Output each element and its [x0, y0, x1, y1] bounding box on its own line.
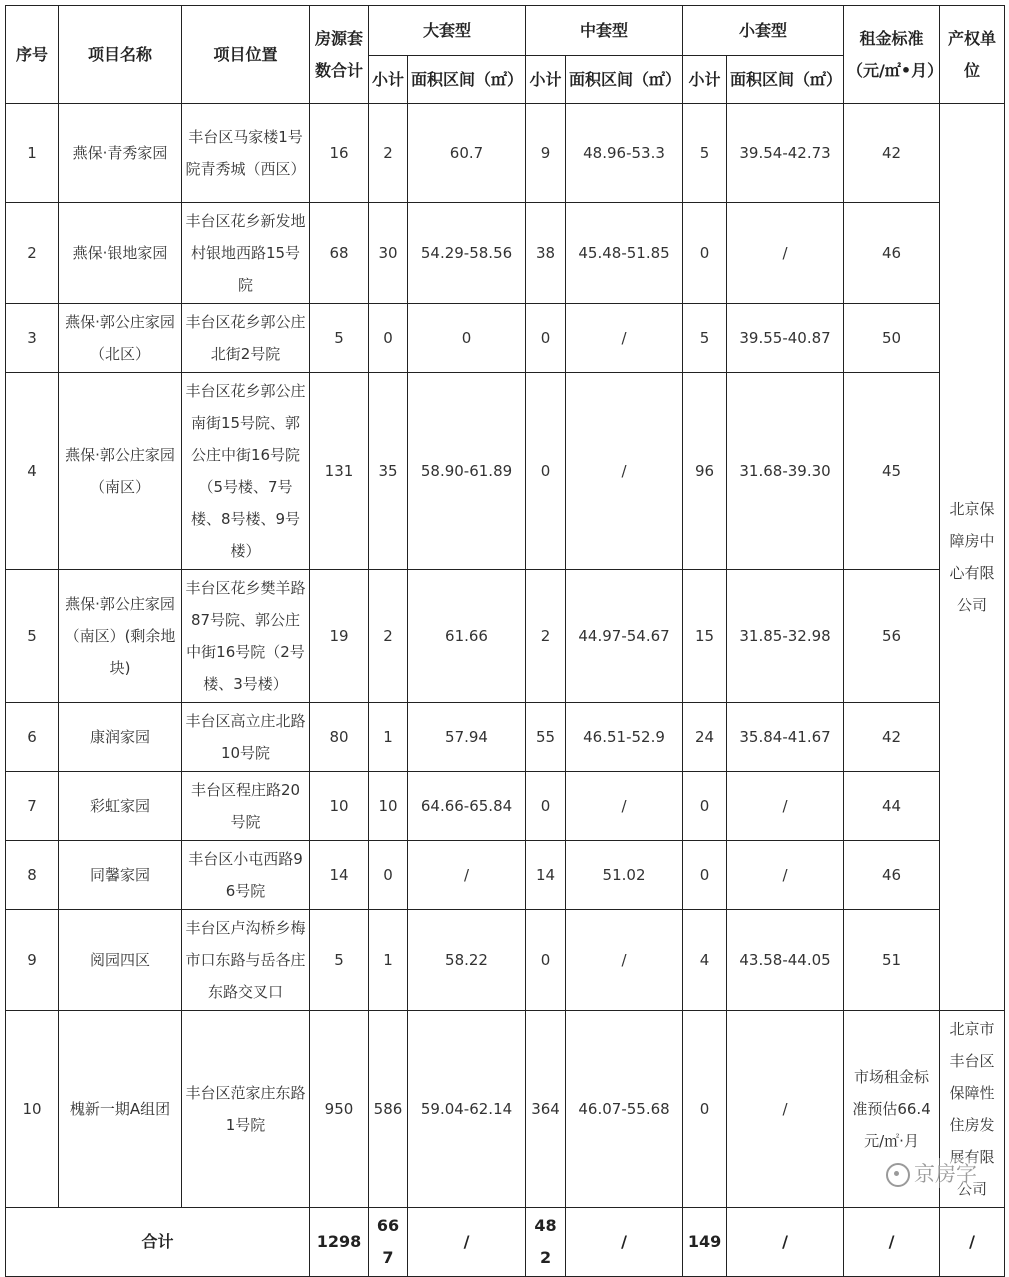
cell-large-count: 2 [369, 104, 408, 203]
cell-medium-area: / [566, 373, 683, 570]
cell-medium-count: 0 [526, 304, 566, 373]
cell-large-count: 0 [369, 304, 408, 373]
header-subtotal-small: 小计 [683, 56, 727, 104]
cell-total: 5 [310, 910, 369, 1011]
header-medium: 中套型 [526, 6, 683, 56]
table-row [6, 104, 1005, 203]
cell-index: 1 [6, 104, 59, 203]
cell-medium-area: / [566, 772, 683, 841]
header-subtotal-medium: 小计 [526, 56, 566, 104]
cell-small-count: 5 [683, 104, 727, 203]
cell-rent: 56 [844, 570, 940, 703]
cell-location: 丰台区花乡郭公庄北街2号院 [182, 304, 310, 373]
cell-small-area: / [727, 841, 844, 910]
cell-large-count: 1 [369, 910, 408, 1011]
cell-medium-area: 46.51-52.9 [566, 703, 683, 772]
cell-large-count: 30 [369, 203, 408, 304]
cell-name: 康润家园 [59, 703, 182, 772]
table-row [6, 1011, 1005, 1208]
header-rent: 租金标准（元/㎡•月） [844, 6, 940, 104]
cell-small-area: 39.55-40.87 [727, 304, 844, 373]
totals-rent: / [844, 1208, 940, 1277]
cell-small-count: 0 [683, 772, 727, 841]
cell-total: 10 [310, 772, 369, 841]
cell-name: 燕保·银地家园 [59, 203, 182, 304]
totals-large-count: 667 [369, 1208, 408, 1277]
cell-large-area: 54.29-58.56 [408, 203, 526, 304]
header-location: 项目位置 [182, 6, 310, 104]
table-row [6, 772, 1005, 841]
cell-total: 14 [310, 841, 369, 910]
cell-small-area: 39.54-42.73 [727, 104, 844, 203]
cell-large-area: / [408, 841, 526, 910]
cell-small-area: / [727, 203, 844, 304]
cell-large-area: 58.22 [408, 910, 526, 1011]
totals-medium-count: 482 [526, 1208, 566, 1277]
cell-index: 3 [6, 304, 59, 373]
cell-owner-a: 北京保障房中心有限公司 [940, 104, 1005, 1011]
cell-location: 丰台区高立庄北路10号院 [182, 703, 310, 772]
cell-name: 燕保·青秀家园 [59, 104, 182, 203]
cell-small-area: 43.58-44.05 [727, 910, 844, 1011]
cell-index: 6 [6, 703, 59, 772]
cell-medium-count: 55 [526, 703, 566, 772]
cell-rent: 42 [844, 104, 940, 203]
cell-location: 丰台区卢沟桥乡梅市口东路与岳各庄东路交叉口 [182, 910, 310, 1011]
totals-small-count: 149 [683, 1208, 727, 1277]
header-area-large: 面积区间（㎡） [408, 56, 526, 104]
cell-index: 7 [6, 772, 59, 841]
cell-small-area: 31.68-39.30 [727, 373, 844, 570]
totals-medium-area: / [566, 1208, 683, 1277]
cell-location: 丰台区花乡新发地村银地西路15号院 [182, 203, 310, 304]
cell-location: 丰台区程庄路20号院 [182, 772, 310, 841]
cell-name: 阅园四区 [59, 910, 182, 1011]
cell-medium-count: 2 [526, 570, 566, 703]
cell-medium-count: 9 [526, 104, 566, 203]
cell-large-count: 35 [369, 373, 408, 570]
header-area-medium: 面积区间（㎡） [566, 56, 683, 104]
cell-rent: 46 [844, 841, 940, 910]
cell-small-count: 15 [683, 570, 727, 703]
cell-total: 80 [310, 703, 369, 772]
cell-index: 9 [6, 910, 59, 1011]
cell-small-count: 0 [683, 1011, 727, 1208]
totals-label: 合计 [6, 1208, 310, 1277]
cell-small-count: 5 [683, 304, 727, 373]
cell-name: 燕保·郭公庄家园（南区） [59, 373, 182, 570]
cell-large-area: 60.7 [408, 104, 526, 203]
header-area-small: 面积区间（㎡） [727, 56, 844, 104]
cell-name: 彩虹家园 [59, 772, 182, 841]
cell-medium-count: 0 [526, 772, 566, 841]
housing-table [5, 5, 1005, 1277]
cell-rent: 51 [844, 910, 940, 1011]
cell-rent: 50 [844, 304, 940, 373]
header-owner: 产权单位 [940, 6, 1005, 104]
totals-large-area: / [408, 1208, 526, 1277]
table-row [6, 703, 1005, 772]
totals-owner: / [940, 1208, 1005, 1277]
cell-small-area: / [727, 772, 844, 841]
cell-medium-area: 51.02 [566, 841, 683, 910]
cell-medium-area: 45.48-51.85 [566, 203, 683, 304]
cell-location: 丰台区马家楼1号院青秀城（西区） [182, 104, 310, 203]
cell-rent: 44 [844, 772, 940, 841]
cell-index: 10 [6, 1011, 59, 1208]
cell-medium-area: 44.97-54.67 [566, 570, 683, 703]
cell-name: 燕保·郭公庄家园（北区） [59, 304, 182, 373]
cell-medium-count: 0 [526, 373, 566, 570]
cell-small-count: 96 [683, 373, 727, 570]
cell-large-count: 1 [369, 703, 408, 772]
header-name: 项目名称 [59, 6, 182, 104]
cell-index: 8 [6, 841, 59, 910]
cell-large-area: 61.66 [408, 570, 526, 703]
header-small: 小套型 [683, 6, 844, 56]
cell-rent: 46 [844, 203, 940, 304]
table-row [6, 203, 1005, 304]
table-row [6, 304, 1005, 373]
totals-small-area: / [727, 1208, 844, 1277]
header-total-units: 房源套数合计 [310, 6, 369, 104]
cell-small-area: 31.85-32.98 [727, 570, 844, 703]
cell-large-count: 2 [369, 570, 408, 703]
cell-rent: 45 [844, 373, 940, 570]
cell-medium-area: / [566, 910, 683, 1011]
cell-name: 槐新一期A组团 [59, 1011, 182, 1208]
cell-rent: 42 [844, 703, 940, 772]
cell-large-count: 10 [369, 772, 408, 841]
cell-location: 丰台区花乡郭公庄南街15号院、郭公庄中街16号院（5号楼、7号楼、8号楼、9号楼） [182, 373, 310, 570]
cell-medium-area: 46.07-55.68 [566, 1011, 683, 1208]
header-subtotal-large: 小计 [369, 56, 408, 104]
cell-large-area: 59.04-62.14 [408, 1011, 526, 1208]
cell-medium-count: 0 [526, 910, 566, 1011]
cell-location: 丰台区花乡樊羊路87号院、郭公庄中街16号院（2号楼、3号楼） [182, 570, 310, 703]
cell-total: 950 [310, 1011, 369, 1208]
cell-small-count: 0 [683, 203, 727, 304]
cell-medium-count: 38 [526, 203, 566, 304]
table-row [6, 570, 1005, 703]
cell-large-count: 0 [369, 841, 408, 910]
cell-large-area: 0 [408, 304, 526, 373]
cell-owner-b: 北京市丰台区保障性住房发展有限公司 [940, 1011, 1005, 1208]
cell-location: 丰台区范家庄东路1号院 [182, 1011, 310, 1208]
cell-large-area: 57.94 [408, 703, 526, 772]
watermark-text: 京房字 [914, 1162, 977, 1186]
cell-rent: 市场租金标准预估66.4元/㎡·月 [844, 1011, 940, 1208]
cell-index: 5 [6, 570, 59, 703]
cell-medium-area: / [566, 304, 683, 373]
totals-total: 1298 [310, 1208, 369, 1277]
table-row [6, 373, 1005, 570]
cell-total: 19 [310, 570, 369, 703]
table-row [6, 841, 1005, 910]
header-index: 序号 [6, 6, 59, 104]
cell-location: 丰台区小屯西路96号院 [182, 841, 310, 910]
watermark [886, 1158, 977, 1188]
cell-name: 燕保·郭公庄家园（南区）(剩余地块) [59, 570, 182, 703]
cell-total: 68 [310, 203, 369, 304]
cell-total: 5 [310, 304, 369, 373]
cell-small-area: / [727, 1011, 844, 1208]
cell-name: 同馨家园 [59, 841, 182, 910]
cell-large-area: 58.90-61.89 [408, 373, 526, 570]
cell-total: 131 [310, 373, 369, 570]
cell-medium-count: 364 [526, 1011, 566, 1208]
cell-index: 2 [6, 203, 59, 304]
cell-large-area: 64.66-65.84 [408, 772, 526, 841]
header-large: 大套型 [369, 6, 526, 56]
cell-small-count: 0 [683, 841, 727, 910]
cell-large-count: 586 [369, 1011, 408, 1208]
cell-index: 4 [6, 373, 59, 570]
header-row-1 [6, 6, 1005, 56]
cell-small-count: 24 [683, 703, 727, 772]
wechat-icon [886, 1163, 910, 1187]
table-row [6, 910, 1005, 1011]
cell-total: 16 [310, 104, 369, 203]
cell-medium-area: 48.96-53.3 [566, 104, 683, 203]
cell-small-area: 35.84-41.67 [727, 703, 844, 772]
cell-medium-count: 14 [526, 841, 566, 910]
cell-small-count: 4 [683, 910, 727, 1011]
